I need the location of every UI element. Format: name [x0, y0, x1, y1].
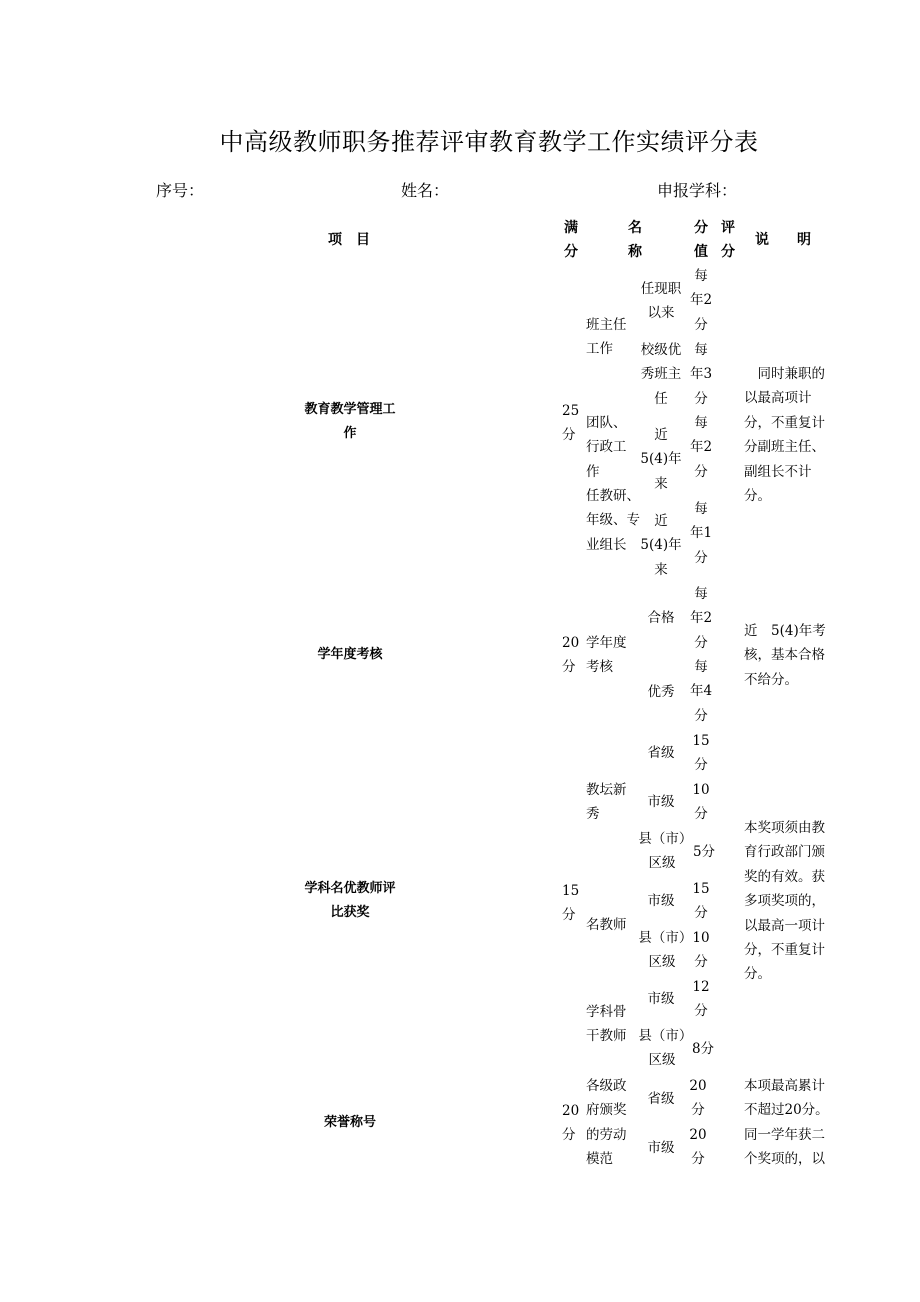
item-sub: 教坛新秀 — [586, 782, 627, 823]
name-label: 姓名： — [401, 181, 450, 200]
item-name: 市级 — [647, 794, 675, 810]
item-name: 校级优秀班主任 — [640, 342, 682, 407]
item-value: 20分 — [689, 1078, 707, 1119]
item-name: 任现职以来 — [640, 281, 682, 322]
section-category: 学科名优教师评比获奖 — [304, 881, 396, 921]
item-value: 15分 — [692, 733, 710, 774]
section-category: 学年度考核 — [317, 647, 383, 662]
section-full-score: 20分 — [562, 635, 580, 676]
section-full-score: 20分 — [562, 1103, 580, 1144]
item-value: 每年1分 — [689, 501, 713, 566]
item-value: 每年2分 — [689, 415, 713, 480]
page-title: 中高级教师职务推荐评审教育教学工作实绩评分表 — [219, 128, 759, 156]
col-header-project: 项 目 — [328, 232, 370, 248]
col-header-description: 说 明 — [755, 232, 811, 248]
item-value: 5分 — [692, 844, 716, 860]
item-name: 省级 — [647, 745, 675, 761]
seq-label: 序号： — [156, 181, 205, 200]
item-value: 20分 — [689, 1127, 707, 1168]
item-sub: 学科骨干教师 — [586, 1004, 627, 1045]
section-description: 近 5(4)年考核，基本合格不给分。 — [744, 623, 826, 688]
item-name: 县（市）区级 — [638, 930, 686, 971]
item-value: 8分 — [691, 1041, 715, 1057]
item-name: 县（市）区级 — [638, 1028, 686, 1069]
col-header-full-score: 满分 — [564, 220, 578, 260]
item-sub: 学年度考核 — [586, 635, 627, 676]
item-name: 优秀 — [647, 684, 675, 700]
item-name: 近 5(4)年来 — [640, 427, 682, 492]
item-name: 县（市）区级 — [638, 831, 686, 872]
col-header-rating: 评分 — [721, 220, 735, 260]
section-description: 本项最高累计不超过20分。同一学年获二个奖项的，以 — [744, 1078, 829, 1168]
col-header-score-value: 分值 — [694, 220, 708, 260]
item-value: 每年4分 — [689, 659, 713, 724]
section-description: 本奖项须由教育行政部门颁奖的有效。获多项奖项的，以最高一项计分，不重复计分。 — [744, 820, 825, 983]
item-sub: 名教师 — [586, 917, 627, 933]
item-value: 15分 — [692, 881, 710, 922]
section-description: 同时兼职的以最高项计分，不重复计分副班主任、副组长不计分。 — [744, 366, 825, 505]
item-sub: 团队、行政工作 — [586, 415, 627, 480]
item-name: 省级 — [647, 1091, 675, 1107]
item-sub: 任教研、年级、专业组长 — [586, 488, 640, 553]
subject-label: 申报学科： — [657, 181, 738, 200]
item-value: 10分 — [692, 782, 710, 823]
item-name: 近 5(4)年来 — [640, 513, 682, 578]
item-name: 合格 — [647, 610, 675, 626]
item-sub: 各级政府颁奖的劳动模范 — [586, 1078, 627, 1168]
section-full-score: 25分 — [562, 403, 580, 444]
section-full-score: 15分 — [562, 883, 580, 924]
item-sub: 班主任工作 — [586, 317, 627, 358]
item-name: 市级 — [647, 893, 675, 909]
section-category: 教育教学管理工作 — [304, 402, 396, 442]
item-value: 每年3分 — [689, 342, 713, 407]
item-name: 市级 — [647, 991, 675, 1007]
item-value: 每年2分 — [689, 268, 713, 333]
item-value: 每年2分 — [689, 586, 713, 651]
item-value: 10分 — [692, 930, 710, 971]
item-value: 12分 — [692, 979, 710, 1020]
item-name: 市级 — [647, 1140, 675, 1156]
col-header-name: 名称 — [628, 220, 642, 260]
section-category: 荣誉称号 — [323, 1115, 376, 1130]
